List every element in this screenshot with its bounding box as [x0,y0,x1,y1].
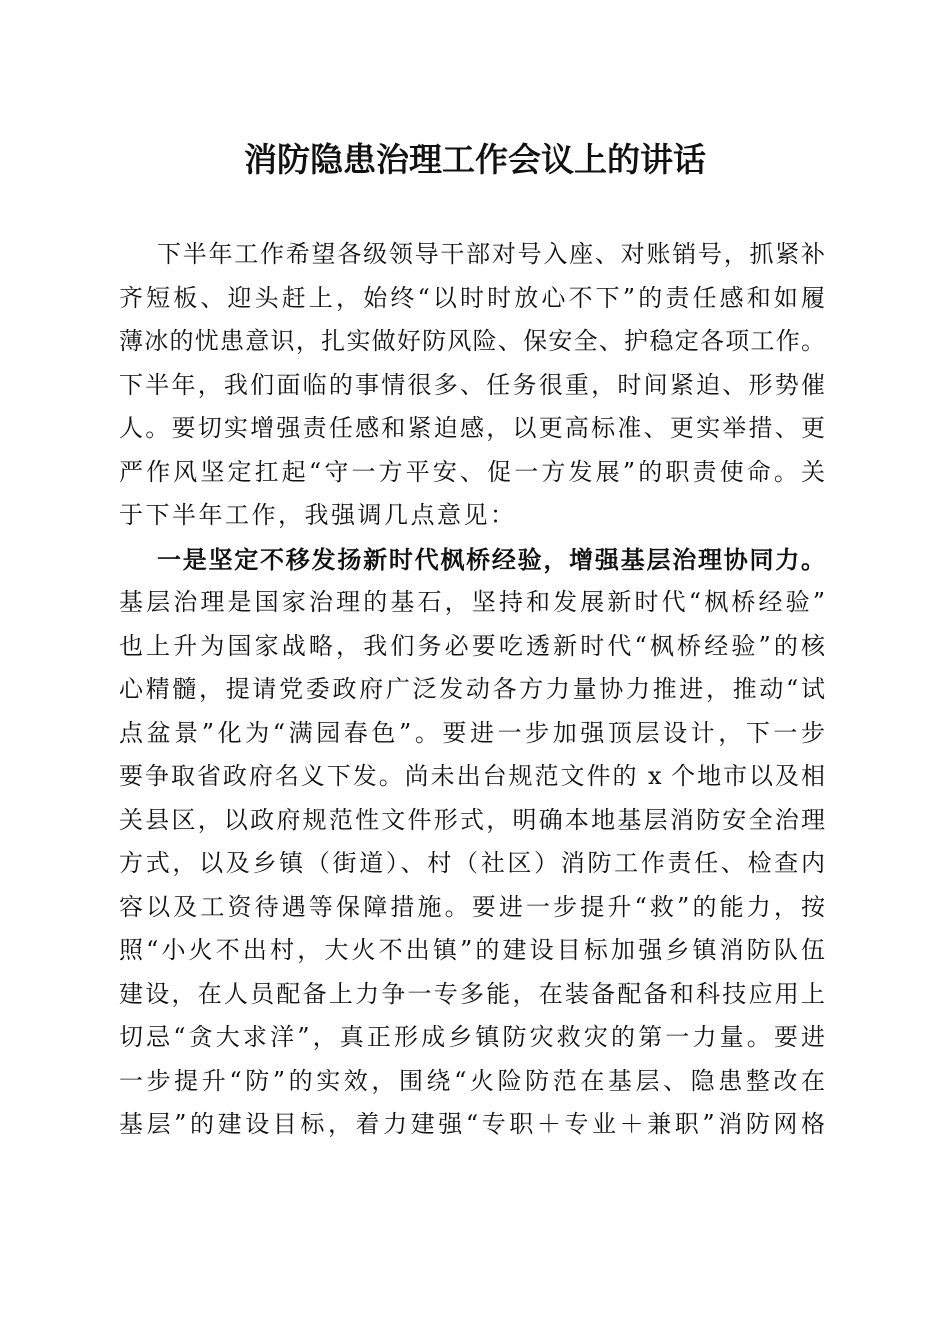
paragraph-line: 齐短板、迎头赶上，始终“以时时放心不下”的责任感和如履 [119,283,825,312]
paragraph-line: 也上升为国家战略，我们务必要吃透新时代“枫桥经验”的核 [119,631,825,660]
paragraph-line: 建设，在人员配备上力争一专多能，在装备配备和科技应用上 [119,979,825,1008]
paragraph-line: 容以及工资待遇等保障措施。要进一步提升“救”的能力，按 [119,892,825,921]
paragraph-line: 基层治理是国家治理的基石，坚持和发展新时代“枫桥经验” [119,588,825,616]
paragraph-line: 心精髓，提请党委政府广泛发动各方力量协力推进，推动“试 [119,675,825,703]
paragraph-line: 严作风坚定扛起“守一方平安、促一方发展”的职责使命。关 [119,457,825,486]
paragraph-line: 点盆景”化为“满园春色”。要进一步加强顶层设计，下一步 [119,718,825,747]
paragraph-line: 关县区，以政府规范性文件形式，明确本地基层消防安全治理 [119,805,825,834]
paragraph-line: 要争取省政府名义下发。尚未出台规范文件的 x 个地市以及相 [119,762,825,790]
paragraph-line: 方式，以及乡镇（街道）、村（社区）消防工作责任、检查内 [119,849,825,877]
paragraph-line: 切忌“贪大求洋”，真正形成乡镇防灾救灾的第一力量。要进 [119,1023,825,1051]
paragraph-line: 基层”的建设目标，着力建强“专职＋专业＋兼职”消防网格 [119,1110,825,1138]
paragraph-line: 下半年工作希望各级领导干部对号入座、对账销号，抓紧补 [157,240,825,268]
section-heading: 一是坚定不移发扬新时代枫桥经验，增强基层治理协同力。 [157,544,825,574]
paragraph-line: 人。要切实增强责任感和紧迫感，以更高标准、更实举措、更 [119,414,825,442]
paragraph-line: 照“小火不出村，大火不出镇”的建设目标加强乡镇消防队伍 [119,936,825,964]
paragraph-line: 于下半年工作，我强调几点意见： [119,501,517,529]
paragraph-line: 一步提升“防”的实效，围绕“火险防范在基层、隐患整改在 [119,1066,825,1095]
paragraph-line: 薄冰的忧患意识，扎实做好防风险、保安全、护稳定各项工作。 [119,327,825,355]
paragraph-line: 下半年，我们面临的事情很多、任务很重，时间紧迫、形势催 [119,370,825,399]
document-title: 消防隐患治理工作会议上的讲话 [244,140,706,179]
document-body [119,233,825,1147]
